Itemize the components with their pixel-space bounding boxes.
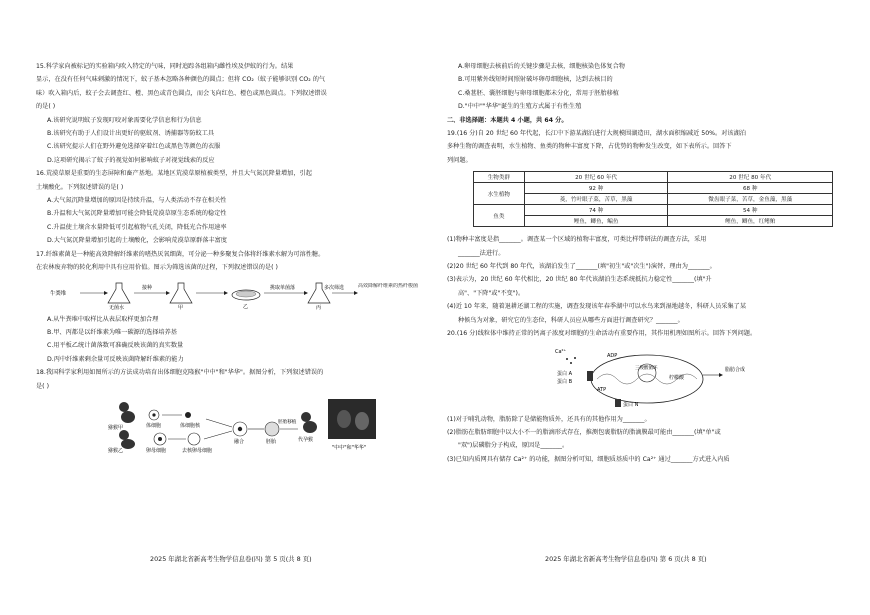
table-header-row [474,172,833,183]
q19-line-2: 多种生物的调查表明，水生植物、鱼类的物种丰富度下降，占优势的物种发生改变，如下表所示。回答下 [447,143,732,151]
q19-sub-4a: (4)近 10 年来，随着退耕还湖工程的实施，调查发现该年春季湖中可以水鸟来到湿地越冬，科研人员采集了某 [447,303,747,311]
table-header: 20 世纪 60 年代 [524,172,668,183]
protein-n-label: 蛋白 N [623,401,639,408]
table-header: 20 世纪 80 年代 [668,172,833,183]
q15-line-1: 15.科学家向被标记的实验箱内吹入特定的气味，同时追踪各组箱内雌性埃及伊蚊的行为。结果 [36,63,294,70]
q16-option-d: D.大气氮沉降量增加引起的土壤酸化，会影响荒漠草原群落丰富度 [47,237,227,245]
protein-n-icon [615,399,621,407]
flask-icon [170,283,192,303]
atp-label: ATP [597,386,607,393]
q18-transfer-label: 胚胎移植 [278,419,297,425]
q18-option-b: B.可用紫外线短时间照射破坏卵母细胞核，达到去核目的 [458,76,613,84]
adp-label: ADP [607,352,618,359]
q17-diagram [36,277,426,311]
table-row [474,183,833,194]
page-6 [435,0,870,615]
mitochondrion-icon [591,352,703,403]
q20-sub-3: (3)已知内质网具有储存 Ca²⁺ 的功能，据图分析可知，细胞质基质中的 Ca²⁺ 通过_______方式进入内质 [447,455,730,463]
q19-sub-1a: (1)物种丰富度是指_______。调查某一个区域的植物丰富度，可类比样带研法的调查方法，采用 [447,236,707,244]
flask-icon [108,283,130,303]
table-cell: 鲤鱼，鲫鱼，鳊鱼 [524,216,668,227]
q15-line-4: 的是( ) [36,103,56,111]
q20-figure [447,343,842,411]
q18-monkey-a-label: 猕猴甲 [108,424,124,431]
q17-pick-label: 挑取单菌落 [270,284,296,291]
embryo-icon [265,422,279,436]
q18-surrogate-label: 代孕猴 [298,436,314,443]
q17-option-c: C.用平板乙统计菌落数可准确反映该菌的真实数量 [47,342,184,350]
ca-label: Ca²⁺ [555,348,567,355]
q20-sub-2b: "双")层磷脂分子构成，原因是_______。 [458,442,569,450]
table-row [474,205,833,216]
page-5-footer: 2025 年湖北省新高考生物学信息卷(四) 第 5 页(共 8 页) [150,555,312,563]
protein-b-label: 蛋白 B [557,378,573,385]
monkey-icon [119,402,129,412]
q16-option-a: A.大气氮沉降量增加的原因是持续升温，与人类活动不存在相关性 [47,197,227,205]
q19-sub-4b: 种候鸟为对象，研究它的生态位，科研人员应从哪些方面进行调查研究？_______。 [458,316,684,324]
q16-option-c: C.升温使土壤含水量降低可引起植物气孔关闭，降低光合作用速率 [47,223,227,231]
q20-sub-1: (1)对于哺乳动物，脂肪除了是储能物质外，还具有的其他作用为_______。 [447,415,651,423]
q19-line-1: 19.(16 分)自 20 世纪 60 年代起，长江中下游某湖泊进行大规模围湖造田，湖水面积缩减近 50%。对该湖泊 [447,130,746,138]
monkey-icon [301,412,311,422]
enucleated-oocyte-icon [188,433,200,445]
page-6-footer: 2025 年湖北省新高考生物学信息卷(四) 第 6 页(共 8 页) [545,555,707,563]
protein-a-label: 蛋白 A [557,370,573,377]
q17-figure [36,277,427,311]
q18-line-1: 18.我国科学家利用如图所示的方法成功培育出体细胞克隆猴"中中"和"华华"。据图分析，下列叙述错误的 [36,369,324,377]
table-cell: 菱，竹叶眼子菜，苦草，黑藻 [524,194,668,205]
q19-sub-2: (2)20 世纪 60 年代到 80 年代，该湖泊发生了_______(填"初生"或"次生")演替，理由为_______。 [447,263,716,271]
table-row [474,194,833,205]
q17-line-1: 17.纤维素菌是一种能高效降解纤维素的嗜热厌氧细菌，可分泌一种多聚复合体将纤维素水解为可溶性糖。 [36,250,325,258]
q17-option-d: D.丙中纤维素剩余量可反映该菌降解纤维素的能力 [47,355,184,363]
q17-dish-b-label: 乙 [243,303,249,310]
table-cell: 54 种 [668,205,833,216]
table-cell: 鲤鱼，鲫鱼，红鳍鲌 [668,216,833,227]
table-cell: 68 种 [668,183,833,194]
section-2-heading: 二、非选择题：本题共 4 小题，共 64 分。 [447,116,568,124]
q18-diagram [36,395,426,453]
q15-option-b: B.该研究有助于人们设计出更好的驱蚊剂、诱捕器等防蚊工具 [47,130,215,138]
q17-result-label: 高效降解纤维素的热纤梭菌 [358,282,419,289]
table-row [474,216,833,227]
mitochondria-diagram [447,343,837,411]
q16-line-2: 土壤酸化。下列叙述错误的是( ) [36,183,124,191]
q18-enucleate-label: 去核卵母细胞 [182,447,213,453]
q17-flask-c-label: 丙 [316,304,322,311]
q19-sub-3b: 高"、"下降"或"不变")。 [458,289,525,297]
protein-a-icon [587,371,593,381]
q18-cell-a-label: 体细胞 [146,422,162,429]
q18-option-d: D."中中""华华"诞生的生殖方式属于有性生殖 [458,103,582,111]
q18-line-2: 是( ) [36,382,49,390]
q15-line-3: 味）吹入箱内后，蚊子会去调查红、橙、黑色或青色圆点，而会飞向红色、橙色或黑色圆点。下列叙述错误 [36,89,327,97]
q16-line-1: 16.荒漠草原是重要的生态屏障和畜产基地。某地区荒漠草原植被类型，并且大气氮沉降量增加，引起 [36,170,312,178]
table-cell: 92 种 [524,183,668,194]
q15-line-2: 显示，在没有任何气味刺激的情况下，蚊子基本忽略各种颜色的圆点；但将 CO₂（蚊子能够识别 CO₂ 的气 [36,76,326,84]
nucleus-icon [185,412,191,418]
q18-fibro-label: 体细胞核 [180,422,201,429]
table-cell: 微齿眼子菜，苦草，金鱼藻，黑藻 [668,194,833,205]
q17-inoculate-label: 接种 [142,284,153,291]
q15-option-d: D.这项研究揭示了蚊子的视觉如何影响蚊子对视觉线索的反应 [47,156,215,164]
q17-option-a: A.从牛粪堆中取样比从表层取样更加合理 [47,315,159,323]
q18-embryo-label: 胚胎 [266,438,277,445]
q20-line-1: 20.(16 分)线粒体中维持正常的钙离子浓度对细胞的生命活动有重要作用，其作用机理如图所示。回答下列问题。 [447,330,757,338]
q19-sub-1b: _______法进行。 [458,249,505,257]
table-cell-group: 水生植物 [474,183,525,205]
q17-line-2: 在农林废弃物的转化利用中具有应用价值。图示为筛选该菌的过程，下列叙述错误的是( ) [36,264,278,272]
table-cell: 74 种 [524,205,668,216]
q19-sub-3a: (3)表示为，20 世纪 60 年代相比，20 世纪 80 年代该湖泊生态系统抵抗力稳定性_______(填"升 [447,276,712,284]
q20-sub-2a: (2)脂肪在脂肪细胞中以大小不一的脂滴形式存在，推测包裹脂肪的脂滴膜最可能由_______(填"单"或 [447,428,721,436]
q18-option-a: A.卵母细胞去核前后的关键步骤是去核，细胞核染色体复合物 [458,63,625,70]
q19-line-3: 列问题。 [447,156,472,164]
q18-fuse-label: 融合 [234,438,245,445]
species-table [473,171,833,227]
q17-flask-a-label: 甲 [178,304,184,311]
tca-label: 三羧酸循环 [635,365,658,371]
q18-oocyte-label: 卵母细胞 [146,447,167,453]
q15-option-a: A.该研究说明蚊子发现叮咬对象需要化学信息和行为信息 [47,116,202,124]
table-header: 生物类群 [474,172,525,183]
q16-option-b: B.升温和大气氮沉降量增加可能会降低荒漠草原生态系统的稳定性 [47,210,227,218]
table-cell-group: 鱼类 [474,205,525,227]
q18-result-label: "中中"和"华华" [332,444,367,451]
q15-option-c: C.该研究提示人们在野外避免选择穿着红色或黑色等颜色的衣服 [47,143,221,151]
q17-ferment-label: 多次筛选 [324,284,345,291]
citrate-label: 柠檬酸 [669,374,685,381]
q18-option-c: C.桑葚胚、囊胚细胞与卵母细胞都未分化，常用于胚胎移植 [458,89,619,97]
fat-synthesis-label: 脂肪合成 [725,366,746,373]
monkey-icon [119,430,129,440]
q17-option-b: B.甲、丙都是以纤维素为唯一碳源的选择培养基 [47,328,177,336]
q17-source-label: 牛粪堆 [50,290,67,297]
q18-monkey-b-label: 猕猴乙 [108,447,124,453]
q17-medium-label: 无菌水 [109,304,125,311]
q18-figure [36,395,427,453]
